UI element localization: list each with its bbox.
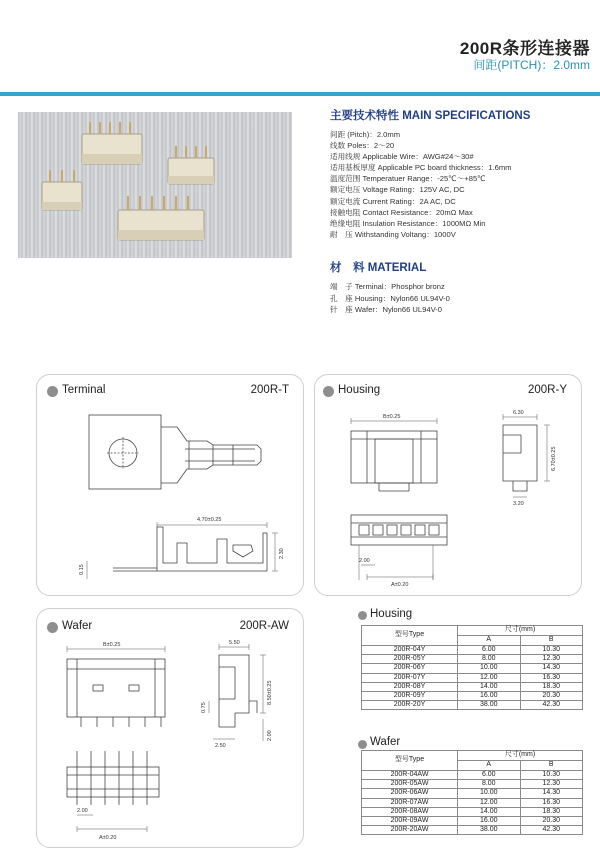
cell-type: 200R-05Y: [362, 655, 458, 664]
material-item: 孔 座 Housing：Nylon66 UL94V-0: [330, 293, 450, 303]
cell-type: 200R-08Y: [362, 682, 458, 691]
dim-wafer-small: 2.50: [215, 743, 226, 749]
table-row: [362, 682, 583, 691]
cell-b: 14.30: [520, 664, 583, 673]
table-row: [362, 646, 583, 655]
dim-wafer-depth: 5.50: [229, 640, 240, 646]
table-row: [362, 692, 583, 701]
spec-item: 额定电压 Voltage Rating：125V AC, DC: [330, 185, 465, 195]
material-item: 端 子 Terminal：Phosphor bronz: [330, 282, 445, 291]
dim-terminal-height: 2.30: [279, 548, 285, 559]
table-row: [362, 673, 583, 682]
cell-type: 200R-06AW: [362, 789, 458, 798]
cell-b: 12.30: [520, 780, 583, 789]
cell-a: 6.00: [458, 646, 521, 655]
cell-b: 18.30: [520, 682, 583, 691]
table-row: [362, 780, 583, 789]
spec-item: 绝缘电阻 Insulation Resistance：1000MΩ Min: [330, 218, 486, 228]
material-item: 针 座 Wafer：Nylon66 UL94V-0: [330, 305, 442, 314]
housing-table-title: Housing: [370, 608, 413, 620]
cell-a: 10.00: [458, 789, 521, 798]
dim-terminal-width: 4.70±0.25: [197, 517, 222, 523]
spec-item: 耐 压 Withstanding Voltang：1000V: [330, 229, 456, 239]
material-heading: 材 料 MATERIAL: [330, 262, 427, 274]
cell-type: 200R-06Y: [362, 664, 458, 673]
terminal-code: 200R-T: [250, 384, 289, 396]
cell-b: 18.30: [520, 807, 583, 816]
terminal-panel: [36, 374, 304, 596]
cell-type: 200R-07Y: [362, 673, 458, 682]
cell-b: 20.30: [520, 817, 583, 826]
table-row: [362, 826, 583, 835]
spec-item: 额定电流 Current Rating：2A AC, DC: [330, 196, 456, 206]
col-b: B: [520, 636, 583, 646]
cell-a: 6.00: [458, 771, 521, 780]
cell-b: 16.30: [520, 673, 583, 682]
accent-band: [0, 92, 600, 96]
cell-a: 12.00: [458, 798, 521, 807]
cell-a: 38.00: [458, 826, 521, 835]
cell-a: 14.00: [458, 807, 521, 816]
cell-type: 200R-08AW: [362, 807, 458, 816]
spec-item: 适用基板厚度 Applicable PC board thickness：1.6mm: [330, 163, 512, 173]
specs-list: [330, 129, 511, 240]
col-a: A: [458, 761, 521, 771]
table-row: [362, 817, 583, 826]
cell-type: 200R-20AW: [362, 826, 458, 835]
bullet-icon: [358, 611, 367, 620]
spec-item: 温度范围 Temperatuer Range：-25℃～+85℃: [330, 174, 486, 184]
dim-housing-height: 6.70±0.25: [551, 446, 557, 471]
page-title: 200R条形连接器: [459, 39, 590, 58]
spec-item: 适用线规 Applicable Wire：AWG#24～30#: [330, 152, 474, 162]
bullet-icon: [358, 740, 367, 749]
housing-table: [361, 625, 583, 710]
dim-terminal-thickness: 0.15: [79, 564, 85, 575]
specs-heading: 主要技术特性 MAIN SPECIFICATIONS: [330, 110, 531, 122]
connector-photo-4: [118, 196, 204, 240]
pitch-subtitle: 间距(PITCH)：2.0mm: [473, 58, 590, 72]
dim-housing-pitch: 2.00: [359, 558, 370, 564]
cell-a: 8.00: [458, 655, 521, 664]
dim-wafer-b: B±0.25: [103, 642, 121, 648]
housing-code: 200R-Y: [528, 384, 567, 396]
cell-b: 20.30: [520, 692, 583, 701]
table-row: [362, 798, 583, 807]
wafer-panel: [36, 608, 304, 848]
cell-type: 200R-09AW: [362, 817, 458, 826]
spec-item: 间距 (Pitch)：2.0mm: [330, 130, 401, 139]
cell-a: 14.00: [458, 682, 521, 691]
dim-housing-b: B±0.25: [383, 414, 401, 420]
cell-a: 8.00: [458, 780, 521, 789]
dim-wafer-tail: 2.00: [267, 730, 273, 741]
dim-wafer-pin: 0.75: [201, 702, 207, 713]
cell-b: 42.30: [520, 826, 583, 835]
cell-b: 14.30: [520, 789, 583, 798]
table-row: [362, 701, 583, 710]
col-b: B: [520, 761, 583, 771]
dim-wafer-a: A±0.20: [99, 835, 117, 841]
wafer-table: [361, 750, 583, 835]
terminal-title: Terminal: [62, 384, 106, 396]
cell-type: 200R-07AW: [362, 798, 458, 807]
cell-type: 200R-04AW: [362, 771, 458, 780]
cell-b: 16.30: [520, 798, 583, 807]
spec-item: 接触电阻 Contact Resistance：20mΩ Max: [330, 207, 473, 217]
connector-photo-3: [42, 170, 82, 210]
table-row: [362, 664, 583, 673]
wafer-code: 200R-AW: [239, 620, 289, 632]
terminal-drawing: [37, 375, 305, 597]
table-row: [362, 807, 583, 816]
housing-panel: [314, 374, 582, 596]
wafer-table-title: Wafer: [370, 736, 401, 748]
dim-housing-depth: 6.30: [513, 410, 524, 416]
wafer-drawing: [37, 609, 305, 849]
col-size: 尺寸(mm): [458, 626, 583, 636]
table-row: [362, 789, 583, 798]
cell-b: 10.30: [520, 771, 583, 780]
spec-item: 线数 Poles：2～20: [330, 141, 395, 151]
material-list: [330, 281, 450, 316]
cell-a: 12.00: [458, 673, 521, 682]
col-type: 型号Type: [362, 626, 458, 646]
col-size: 尺寸(mm): [458, 751, 583, 761]
cell-type: 200R-04Y: [362, 646, 458, 655]
connector-photo-1: [82, 122, 142, 164]
housing-title: Housing: [338, 384, 381, 396]
cell-a: 38.00: [458, 701, 521, 710]
connector-photo-2: [168, 146, 214, 184]
dim-wafer-height: 8.50±0.25: [267, 680, 273, 705]
product-photo: [18, 112, 292, 258]
dim-housing-a: A±0.20: [391, 582, 409, 588]
cell-type: 200R-05AW: [362, 780, 458, 789]
table-row: [362, 655, 583, 664]
cell-a: 10.00: [458, 664, 521, 673]
cell-type: 200R-20Y: [362, 701, 458, 710]
cell-type: 200R-09Y: [362, 692, 458, 701]
dim-housing-small: 3.20: [513, 501, 524, 507]
cell-a: 16.00: [458, 817, 521, 826]
cell-b: 42.30: [520, 701, 583, 710]
cell-b: 12.30: [520, 655, 583, 664]
wafer-title: Wafer: [62, 620, 93, 632]
housing-drawing: [315, 375, 583, 597]
cell-a: 16.00: [458, 692, 521, 701]
dim-wafer-pitch: 2.00: [77, 808, 88, 814]
col-type: 型号Type: [362, 751, 458, 771]
cell-b: 10.30: [520, 646, 583, 655]
table-row: [362, 771, 583, 780]
col-a: A: [458, 636, 521, 646]
